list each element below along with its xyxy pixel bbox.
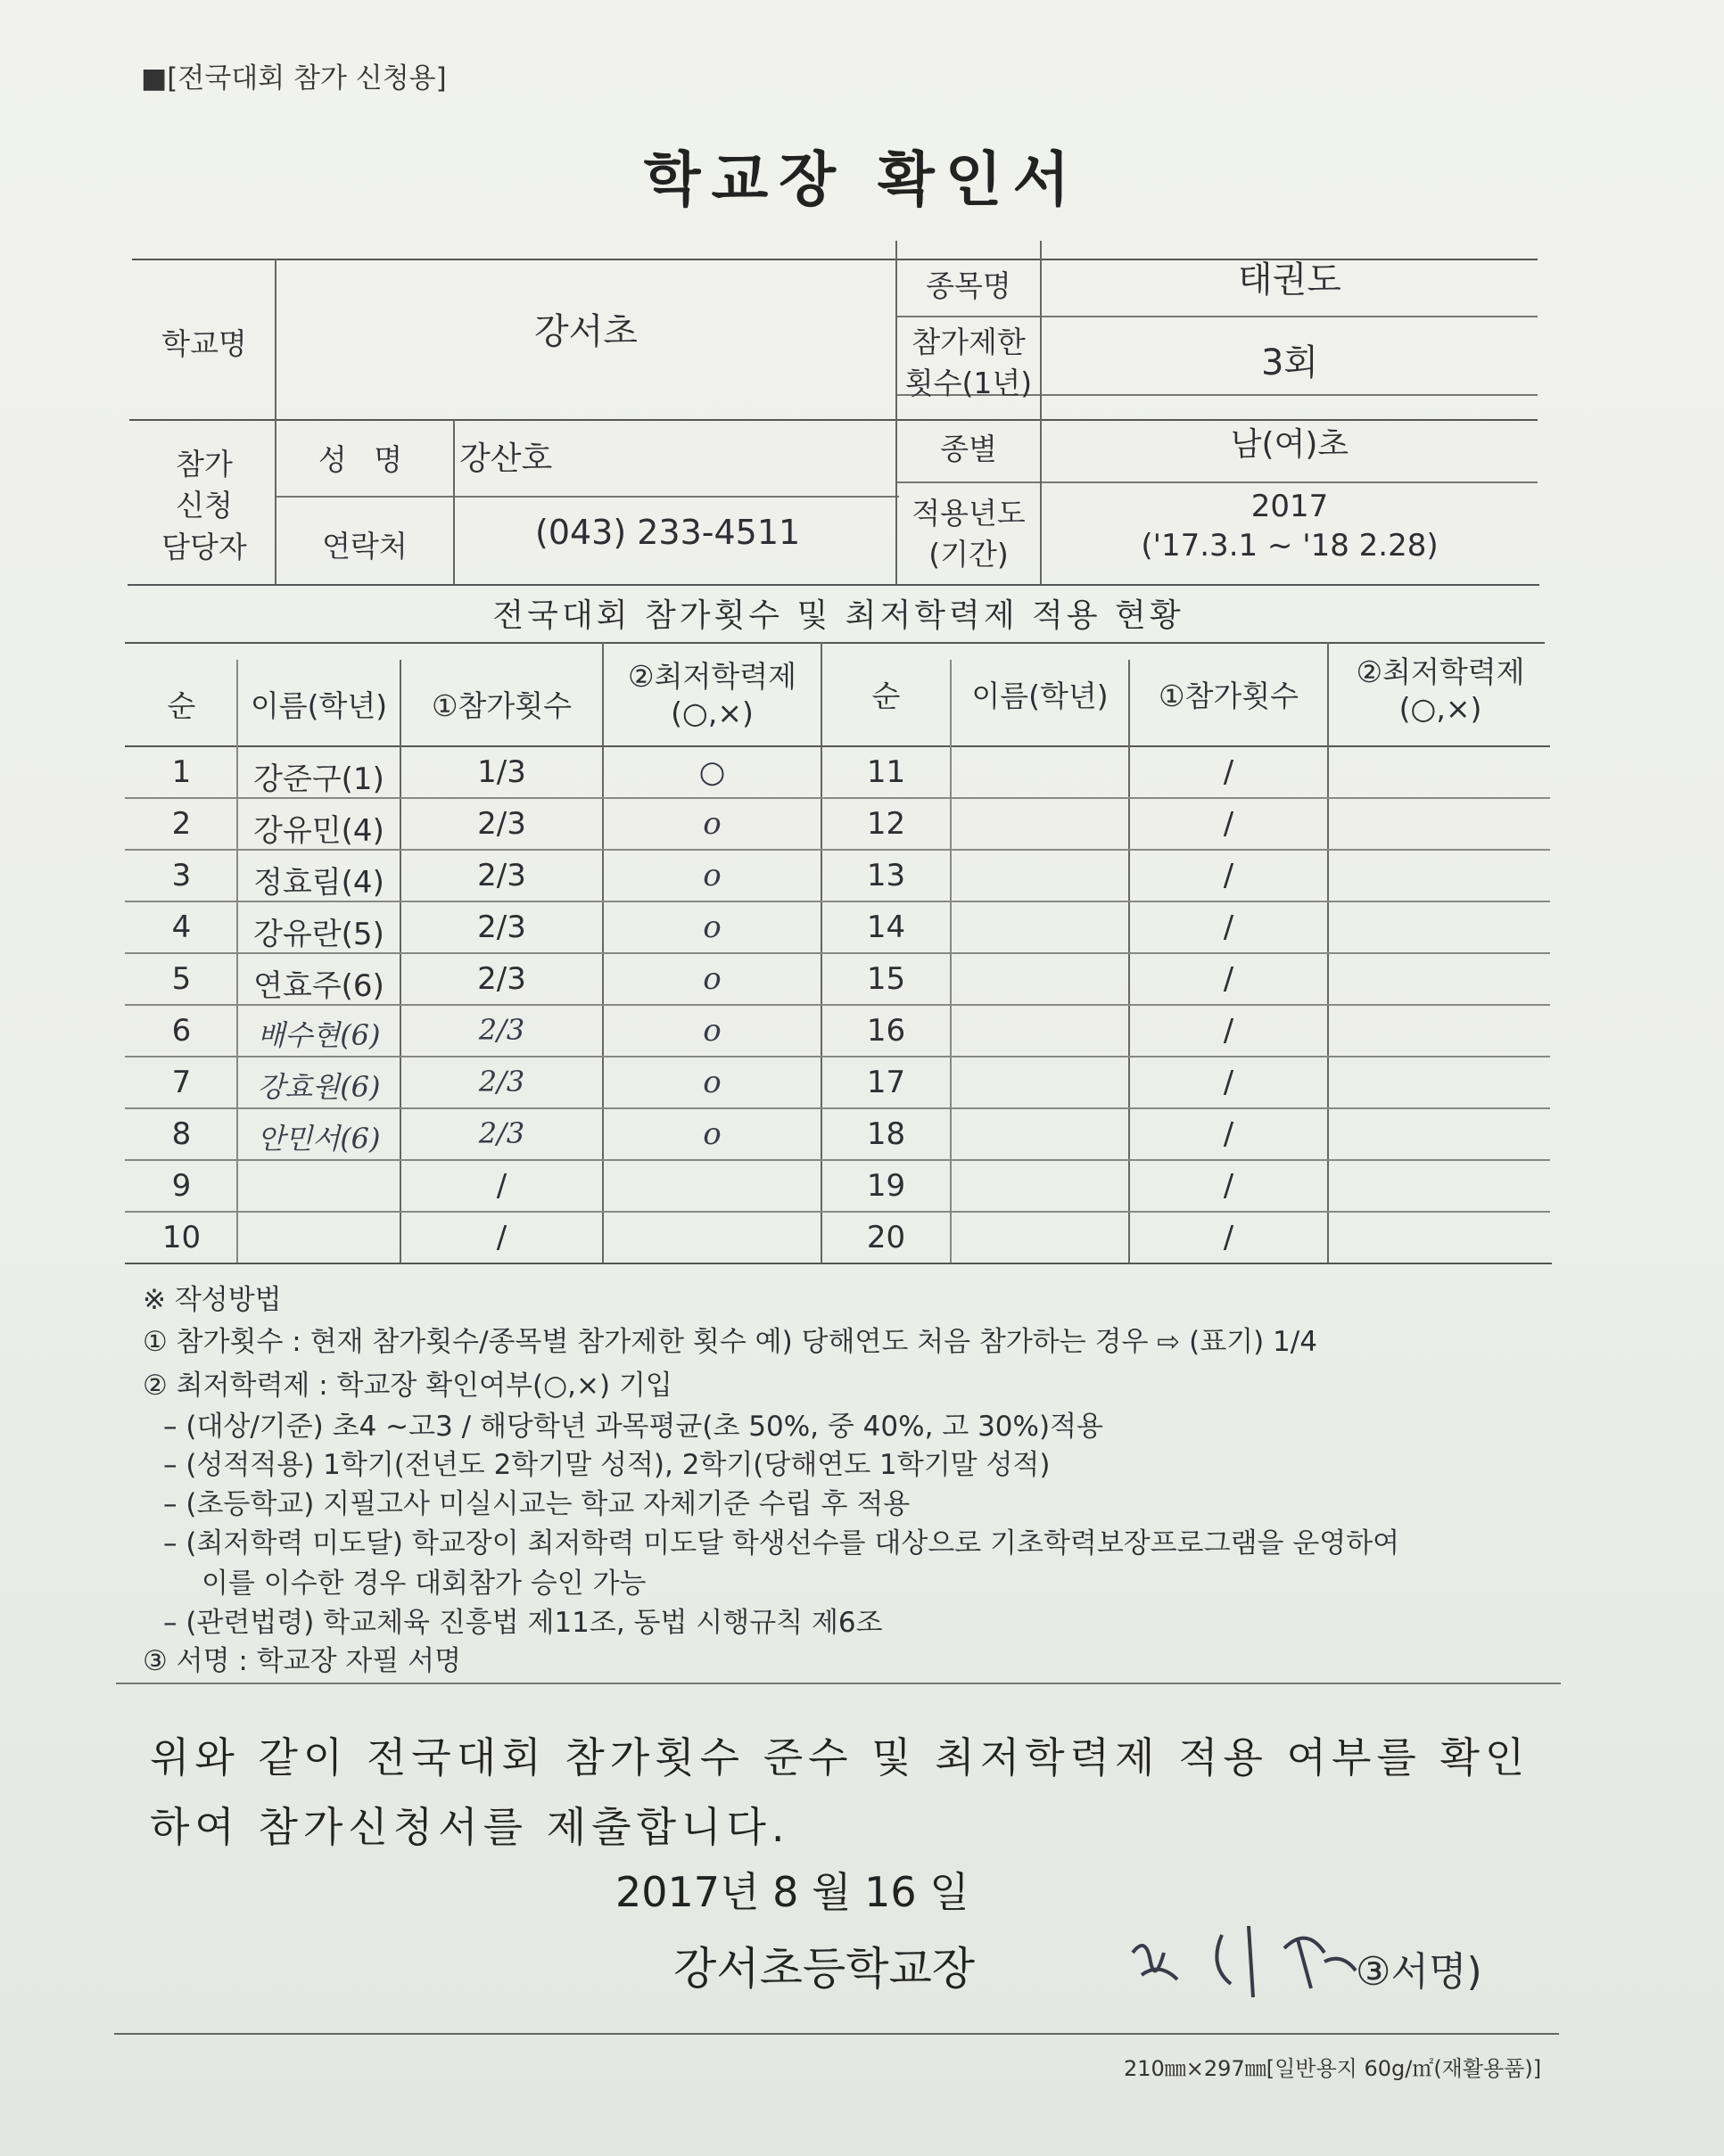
cell-no: 2 <box>171 806 192 842</box>
cell-no: 15 <box>866 961 906 997</box>
note-item: – (최저학력 미도달) 학교장이 최저학력 미도달 학생선수를 대상으로 기초학력보장프로그램을 운영하여 <box>163 1527 1400 1559</box>
submission-date: 2017년 8 월 16 일 <box>615 1868 969 1916</box>
note-item: 이를 이수한 경우 대회참가 승인 가능 <box>202 1568 647 1600</box>
signature-label: ③서명) <box>1356 1949 1482 1995</box>
note-item: ② 최저학력제 : 학교장 확인여부(○,×) 기입 <box>143 1370 672 1402</box>
name-value: 강산호 <box>459 440 553 477</box>
cell-count: / <box>1223 1116 1234 1152</box>
cell-count: 2/3 <box>478 1116 525 1150</box>
cell-count: / <box>496 1168 507 1204</box>
year-label-line1: 적용년도 <box>911 496 1026 531</box>
cell-name: 강유란(5) <box>253 917 384 952</box>
cell-no: 20 <box>866 1220 906 1255</box>
cell-no: 10 <box>161 1220 202 1255</box>
confirmation-statement-line2: 하여 참가신청서를 제출합니다. <box>150 1803 790 1851</box>
cell-count: / <box>1223 1013 1234 1049</box>
row-divider <box>125 797 1550 799</box>
applicant-label-line3: 담당자 <box>161 530 247 564</box>
cell-count: / <box>1223 806 1234 842</box>
year-label-line2: (기간) <box>928 537 1009 572</box>
cell-no: 4 <box>171 909 192 945</box>
cell-no: 11 <box>866 754 906 790</box>
cell-no: 16 <box>866 1013 906 1049</box>
cell-min: o <box>703 1013 722 1049</box>
contact-label: 연락처 <box>322 529 408 564</box>
row-divider <box>125 1159 1550 1161</box>
form-usage-label: ■[전국대회 참가 신청용] <box>141 62 447 95</box>
period-value: ('17.3.1 ~ '18 2.28) <box>1141 528 1439 564</box>
cell-name: 강유민(4) <box>253 813 384 849</box>
cell-min: ○ <box>698 754 726 790</box>
cell-name: 배수현(6) <box>257 1018 381 1052</box>
cell-no: 17 <box>866 1065 906 1100</box>
cell-count: / <box>1223 754 1234 790</box>
cell-no: 12 <box>866 806 906 842</box>
cell-min: o <box>703 961 722 997</box>
type-label: 종별 <box>940 432 997 466</box>
document-title: 학교장 확인서 <box>643 145 1081 214</box>
note-item: – (초등학교) 지필고사 미실시교는 학교 자체기준 수립 후 적용 <box>163 1488 911 1520</box>
principal-title: 강서초등학교장 <box>673 1943 976 1995</box>
note-item: ① 참가횟수 : 현재 참가횟수/종목별 참가제한 횟수 예) 당해연도 처음 참가하는 경우 ⇨ (표기) 1/4 <box>143 1326 1317 1358</box>
cell-no: 13 <box>866 858 906 893</box>
cell-no: 5 <box>171 961 192 997</box>
row-divider <box>125 901 1550 902</box>
cell-count: 2/3 <box>477 909 526 945</box>
cell-no: 19 <box>866 1168 906 1204</box>
header-count-left: ①참가횟수 <box>431 688 573 723</box>
cell-count: / <box>1223 1065 1234 1100</box>
cell-min: o <box>703 1065 722 1100</box>
cell-count: / <box>1223 858 1234 893</box>
limit-value: 3회 <box>1260 342 1319 383</box>
cell-min: o <box>703 806 722 842</box>
cell-no: 7 <box>171 1065 192 1100</box>
cell-no: 1 <box>171 754 192 790</box>
header-min-right-line2: (○,×) <box>1398 691 1482 726</box>
school-name-label: 학교명 <box>161 326 247 361</box>
note-item: – (대상/기준) 초4 ~고3 / 해당학년 과목평균(초 50%, 중 40%, 고 30%)적용 <box>163 1411 1103 1443</box>
cell-count: / <box>1223 909 1234 945</box>
limit-label-line1: 참가제한 <box>911 325 1026 359</box>
event-label: 종목명 <box>926 268 1011 303</box>
cell-count: 2/3 <box>477 961 526 997</box>
row-divider <box>125 1004 1550 1006</box>
event-value: 태권도 <box>1238 259 1341 300</box>
cell-count: 2/3 <box>478 1013 525 1047</box>
cell-no: 9 <box>171 1168 192 1204</box>
header-no-right: 순 <box>871 679 901 713</box>
cell-count: 1/3 <box>477 754 526 790</box>
status-section-title: 전국대회 참가횟수 및 최저학력제 적용 현황 <box>492 597 1184 634</box>
cell-name: 안민서(6) <box>257 1122 381 1156</box>
header-min-left-line1: ②최저학력제 <box>628 659 796 694</box>
note-item: ③ 서명 : 학교장 자필 서명 <box>143 1645 462 1677</box>
cell-min: o <box>703 1116 722 1152</box>
header-no-left: 순 <box>167 688 196 723</box>
cell-no: 18 <box>866 1116 906 1152</box>
name-label: 성 명 <box>318 442 412 477</box>
paper-spec: 210㎜×297㎜[일반용지 60g/㎡(재활용품)] <box>1124 2056 1542 2081</box>
cell-no: 8 <box>171 1116 192 1152</box>
row-divider <box>125 952 1550 954</box>
cell-name: 강준구(1) <box>253 761 384 797</box>
header-min-right-line1: ②최저학력제 <box>1356 654 1525 689</box>
note-item: – (성적적용) 1학기(전년도 2학기말 성적), 2학기(당해연도 1학기말 성적) <box>163 1449 1051 1481</box>
cell-no: 6 <box>171 1013 192 1049</box>
cell-name: 정효림(4) <box>253 865 384 901</box>
cell-count: / <box>1223 1220 1234 1255</box>
cell-no: 3 <box>171 858 192 893</box>
contact-value: (043) 233-4511 <box>535 513 801 552</box>
note-item: – (관련법령) 학교체육 진흥법 제11조, 동법 시행규칙 제6조 <box>163 1607 883 1639</box>
confirmation-statement-line1: 위와 같이 전국대회 참가횟수 준수 및 최저학력제 적용 여부를 확인 <box>150 1733 1530 1782</box>
applicant-label-line2: 신청 <box>176 488 233 523</box>
cell-name: 강효원(6) <box>257 1070 381 1104</box>
cell-count: 2/3 <box>477 806 526 842</box>
row-divider <box>125 1107 1550 1109</box>
limit-label-line2: 횟수(1년) <box>904 366 1033 400</box>
cell-name: 연효주(6) <box>253 968 384 1004</box>
school-name-value: 강서초 <box>534 311 638 352</box>
cell-count: 2/3 <box>477 858 526 893</box>
notes-heading: ※ 작성방법 <box>143 1284 282 1316</box>
row-divider <box>125 1211 1550 1213</box>
cell-count: / <box>1223 1168 1234 1204</box>
row-divider <box>125 849 1550 851</box>
header-name-left: 이름(학년) <box>250 688 388 723</box>
applicant-label-line1: 참가 <box>176 447 233 481</box>
cell-min: o <box>703 858 722 893</box>
header-count-right: ①참가횟수 <box>1158 679 1299 713</box>
cell-count: / <box>1223 961 1234 997</box>
header-name-right: 이름(학년) <box>971 679 1109 713</box>
type-value: 남(여)초 <box>1230 426 1349 463</box>
cell-count: / <box>496 1220 507 1255</box>
row-divider <box>125 1056 1550 1057</box>
year-value: 2017 <box>1250 489 1329 524</box>
cell-min: o <box>703 909 722 945</box>
cell-count: 2/3 <box>478 1065 525 1099</box>
cell-no: 14 <box>866 909 906 945</box>
header-min-left-line2: (○,×) <box>671 695 754 730</box>
